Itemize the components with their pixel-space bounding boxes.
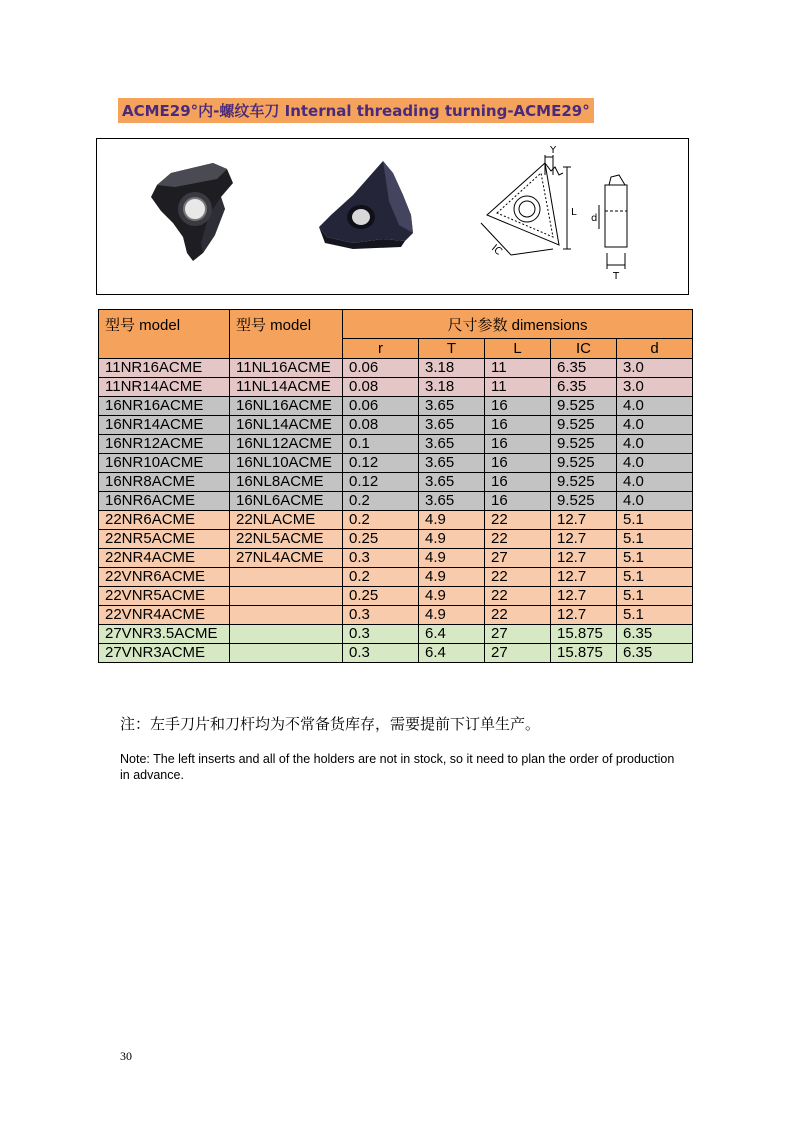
- table-cell: 22: [485, 511, 551, 530]
- table-cell: 0.3: [343, 644, 419, 663]
- table-cell: 6.4: [419, 625, 485, 644]
- table-cell: [230, 606, 343, 625]
- product-image-panel: [96, 138, 689, 295]
- insert-technical-drawing: [467, 145, 677, 290]
- table-cell: 5.1: [617, 587, 693, 606]
- table-cell: 3.65: [419, 435, 485, 454]
- label-t: T: [613, 271, 620, 282]
- table-cell: 9.525: [551, 492, 617, 511]
- note-english: Note: The left inserts and all of the holders are not in stock, so it need to plan the order of production in advance.: [120, 752, 675, 782]
- table-cell: 6.4: [419, 644, 485, 663]
- table-cell: 12.7: [551, 511, 617, 530]
- table-row: [99, 549, 693, 568]
- table-cell: 4.0: [617, 435, 693, 454]
- table-cell: 3.65: [419, 492, 485, 511]
- table-cell: 4.0: [617, 397, 693, 416]
- page-title: ACME29°内-螺纹车刀 Internal threading turning-ACME29°: [118, 98, 594, 123]
- table-row: [99, 625, 693, 644]
- table-cell: 4.9: [419, 530, 485, 549]
- note-chinese: 注：左手刀片和刀杆均为不常备货库存，需要提前下订单生产。: [120, 715, 541, 733]
- table-cell: 27: [485, 644, 551, 663]
- table-cell: 12.7: [551, 587, 617, 606]
- table-cell: 22: [485, 606, 551, 625]
- table-cell: 16NR14ACME: [99, 416, 230, 435]
- table-cell: 22VNR5ACME: [99, 587, 230, 606]
- table-cell: 22: [485, 530, 551, 549]
- table-cell: 16NL10ACME: [230, 454, 343, 473]
- label-ic: IC: [489, 242, 504, 258]
- table-cell: 9.525: [551, 397, 617, 416]
- table-cell: 4.9: [419, 511, 485, 530]
- table-cell: 0.08: [343, 378, 419, 397]
- table-cell: 22VNR6ACME: [99, 568, 230, 587]
- table-cell: 0.12: [343, 454, 419, 473]
- table-cell: 16: [485, 454, 551, 473]
- table-cell: 0.2: [343, 492, 419, 511]
- table-cell: [230, 568, 343, 587]
- table-cell: 3.0: [617, 359, 693, 378]
- table-cell: 6.35: [617, 644, 693, 663]
- table-row: [99, 454, 693, 473]
- table-cell: 16: [485, 397, 551, 416]
- table-row: [99, 644, 693, 663]
- table-cell: 0.06: [343, 397, 419, 416]
- table-row: [99, 416, 693, 435]
- table-cell: 9.525: [551, 435, 617, 454]
- table-cell: 4.0: [617, 416, 693, 435]
- table-cell: 9.525: [551, 454, 617, 473]
- table-cell: 22NR6ACME: [99, 511, 230, 530]
- table-cell: 15.875: [551, 644, 617, 663]
- table-row: [99, 530, 693, 549]
- table-cell: [230, 625, 343, 644]
- table-cell: 3.0: [617, 378, 693, 397]
- table-cell: 0.08: [343, 416, 419, 435]
- table-cell: 0.1: [343, 435, 419, 454]
- page-number: 30: [120, 1049, 132, 1063]
- table-cell: 0.2: [343, 511, 419, 530]
- table-cell: 6.35: [551, 378, 617, 397]
- table-cell: 4.9: [419, 549, 485, 568]
- table-cell: 27VNR3ACME: [99, 644, 230, 663]
- subheader-l: L: [485, 339, 551, 359]
- table-cell: 6.35: [551, 359, 617, 378]
- table-cell: 12.7: [551, 530, 617, 549]
- table-row: [99, 492, 693, 511]
- insert-photo-angled: [313, 155, 423, 255]
- table-cell: 12.7: [551, 549, 617, 568]
- table-cell: 5.1: [617, 568, 693, 587]
- table-cell: 3.65: [419, 397, 485, 416]
- table-cell: 16: [485, 492, 551, 511]
- table-cell: 6.35: [617, 625, 693, 644]
- table-cell: 16NL8ACME: [230, 473, 343, 492]
- table-row: [99, 606, 693, 625]
- table-cell: 16NR16ACME: [99, 397, 230, 416]
- table-cell: 22NLACME: [230, 511, 343, 530]
- table-cell: 16NL6ACME: [230, 492, 343, 511]
- header-dimensions: 尺寸参数 dimensions: [343, 310, 693, 339]
- table-cell: 27: [485, 549, 551, 568]
- table-row: [99, 435, 693, 454]
- table-row: [99, 378, 693, 397]
- table-cell: 16NR10ACME: [99, 454, 230, 473]
- table-cell: 0.25: [343, 587, 419, 606]
- table-cell: 22NR4ACME: [99, 549, 230, 568]
- table-cell: 4.0: [617, 454, 693, 473]
- table-cell: 11NR14ACME: [99, 378, 230, 397]
- table-cell: 16NR8ACME: [99, 473, 230, 492]
- table-cell: 16: [485, 473, 551, 492]
- dimensions-table: [98, 309, 693, 663]
- label-l: L: [571, 207, 577, 218]
- table-cell: 0.3: [343, 625, 419, 644]
- table-cell: 5.1: [617, 530, 693, 549]
- subheader-t: T: [419, 339, 485, 359]
- table-cell: 0.3: [343, 606, 419, 625]
- table-cell: 3.65: [419, 473, 485, 492]
- table-cell: 0.3: [343, 549, 419, 568]
- table-cell: [230, 644, 343, 663]
- table-cell: 0.25: [343, 530, 419, 549]
- table-row: [99, 568, 693, 587]
- table-cell: 27VNR3.5ACME: [99, 625, 230, 644]
- table-cell: 27: [485, 625, 551, 644]
- table-cell: 22NR5ACME: [99, 530, 230, 549]
- label-y: Y: [550, 145, 557, 156]
- table-cell: 16NL14ACME: [230, 416, 343, 435]
- subheader-d: d: [617, 339, 693, 359]
- table-cell: 4.9: [419, 606, 485, 625]
- table-row: [99, 511, 693, 530]
- table-cell: 0.12: [343, 473, 419, 492]
- table-cell: 4.9: [419, 568, 485, 587]
- table-cell: 0.2: [343, 568, 419, 587]
- subheader-r: r: [343, 339, 419, 359]
- table-cell: 0.06: [343, 359, 419, 378]
- table-cell: 5.1: [617, 511, 693, 530]
- table-cell: [230, 587, 343, 606]
- table-cell: 4.0: [617, 492, 693, 511]
- table-cell: 16: [485, 435, 551, 454]
- table-cell: 4.9: [419, 587, 485, 606]
- table-cell: 3.65: [419, 416, 485, 435]
- table-cell: 3.18: [419, 359, 485, 378]
- table-cell: 22: [485, 568, 551, 587]
- table-cell: 9.525: [551, 416, 617, 435]
- table-cell: 4.0: [617, 473, 693, 492]
- table-cell: 22NL5ACME: [230, 530, 343, 549]
- label-d: d: [591, 213, 598, 224]
- table-cell: 16NR12ACME: [99, 435, 230, 454]
- header-model-left: 型号 model: [230, 310, 343, 359]
- table-cell: 11: [485, 359, 551, 378]
- table-cell: 16NR6ACME: [99, 492, 230, 511]
- table-cell: 22VNR4ACME: [99, 606, 230, 625]
- table-cell: 27NL4ACME: [230, 549, 343, 568]
- header-model-right: 型号 model: [99, 310, 230, 359]
- table-cell: 5.1: [617, 549, 693, 568]
- table-cell: 16NL12ACME: [230, 435, 343, 454]
- table-cell: 12.7: [551, 568, 617, 587]
- table-cell: 11NL14ACME: [230, 378, 343, 397]
- table-row: [99, 397, 693, 416]
- table-cell: 11NR16ACME: [99, 359, 230, 378]
- table-cell: 3.18: [419, 378, 485, 397]
- table-cell: 16NL16ACME: [230, 397, 343, 416]
- table-row: [99, 473, 693, 492]
- table-cell: 22: [485, 587, 551, 606]
- table-cell: 9.525: [551, 473, 617, 492]
- table-cell: 15.875: [551, 625, 617, 644]
- table-row: [99, 359, 693, 378]
- table-cell: 11NL16ACME: [230, 359, 343, 378]
- insert-photo-front: [143, 157, 243, 267]
- table-cell: 12.7: [551, 606, 617, 625]
- table-cell: 11: [485, 378, 551, 397]
- subheader-ic: IC: [551, 339, 617, 359]
- table-cell: 16: [485, 416, 551, 435]
- table-row: [99, 587, 693, 606]
- table-cell: 5.1: [617, 606, 693, 625]
- table-cell: 3.65: [419, 454, 485, 473]
